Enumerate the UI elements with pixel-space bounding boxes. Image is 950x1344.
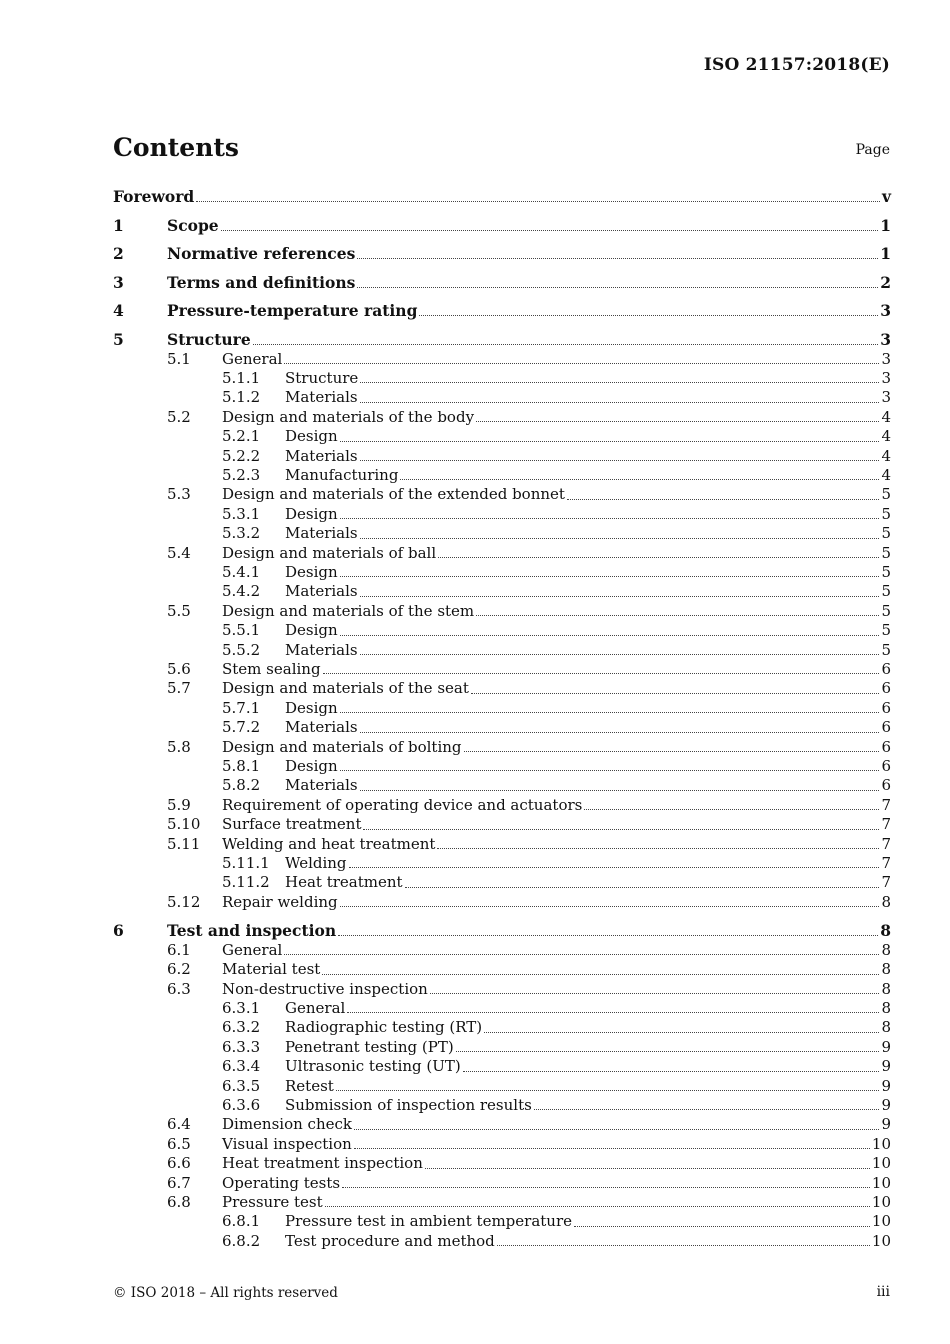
toc-entry-page: 8: [881, 979, 891, 998]
copyright-notice: © ISO 2018 – All rights reserved: [113, 1285, 338, 1301]
toc-entry-page: 3: [881, 349, 891, 368]
toc-entry-page: 10: [871, 1193, 891, 1212]
toc-entry-number: 5.8.1: [222, 757, 261, 776]
toc-entry-page: 8: [880, 920, 891, 940]
toc-entry[interactable]: [113, 582, 891, 601]
toc-entry[interactable]: [113, 388, 891, 407]
contents-title: Contents: [113, 133, 240, 162]
toc-entry-title: Materials: [285, 640, 358, 659]
toc-entry-number: 6.1: [167, 940, 191, 959]
toc-entry[interactable]: [113, 621, 891, 640]
toc-entry[interactable]: [113, 427, 891, 446]
toc-entry-page: 3: [881, 368, 891, 387]
dot-leader: [221, 229, 879, 231]
dot-leader: [357, 257, 878, 259]
toc-entry[interactable]: [113, 641, 891, 660]
toc-entry-title: General: [285, 999, 346, 1017]
toc-entry-page: 10: [871, 1134, 891, 1153]
toc-entry[interactable]: [113, 980, 891, 999]
toc-entry-title: Radiographic testing (RT): [285, 1018, 483, 1037]
toc-entry-number: 5.4: [167, 543, 191, 562]
toc-entry-title: Heat treatment inspection: [222, 1154, 423, 1173]
dot-leader: [360, 731, 880, 733]
toc-entry-number: 5.6: [167, 660, 191, 678]
toc-entry-title: General: [222, 940, 283, 959]
toc-entry-page: 6: [881, 698, 891, 717]
toc-entry-number: 5.8: [167, 737, 191, 756]
toc-entry[interactable]: [113, 1018, 891, 1037]
toc-entry-number: 5.2.3: [222, 465, 261, 484]
toc-entry-title: Penetrant testing (PT): [285, 1037, 454, 1056]
toc-entry[interactable]: [113, 329, 891, 350]
toc-entry-page: 8: [881, 892, 891, 911]
toc-entry-title: Design and materials of bolting: [222, 737, 462, 756]
toc-entry[interactable]: [113, 718, 891, 737]
toc-entry[interactable]: [113, 505, 891, 524]
toc-entry-title: Materials: [285, 524, 358, 543]
document-id: ISO 21157:2018(E): [703, 55, 890, 75]
toc-entry-title: Design: [285, 757, 338, 776]
toc-entry-number: 5.11.1: [222, 854, 270, 873]
toc-entry-page: 7: [881, 854, 891, 873]
toc-entry[interactable]: [113, 186, 891, 207]
toc-entry-title: Heat treatment: [285, 873, 403, 892]
toc-entry-number: 6.3.3: [222, 1037, 261, 1056]
toc-entry-title: Requirement of operating device and actuators: [222, 795, 583, 814]
table-of-contents: [113, 186, 891, 1251]
dot-leader: [354, 1128, 879, 1130]
toc-entry-page: 4: [881, 407, 891, 426]
toc-entry[interactable]: [113, 563, 891, 582]
toc-entry[interactable]: [113, 679, 891, 698]
toc-entry-number: 5.11.2: [222, 873, 270, 892]
toc-entry-number: 5.10: [167, 815, 201, 834]
toc-entry-number: 5.3.1: [222, 504, 261, 523]
dot-leader: [476, 420, 879, 422]
toc-entry[interactable]: [113, 485, 891, 504]
toc-entry[interactable]: [113, 272, 891, 293]
dot-leader: [567, 498, 880, 500]
page-number: iii: [876, 1284, 890, 1300]
toc-entry-number: 2: [113, 244, 124, 263]
dot-leader: [405, 886, 880, 888]
toc-entry[interactable]: [113, 796, 891, 815]
toc-entry[interactable]: [113, 215, 891, 236]
toc-entry-number: 5.11: [167, 834, 201, 853]
toc-entry-page: 3: [880, 329, 891, 349]
toc-entry-title: Submission of inspection results: [285, 1096, 532, 1115]
dot-leader: [253, 343, 879, 345]
toc-entry-title: Non-destructive inspection: [222, 979, 428, 998]
toc-entry-title: Design: [285, 562, 338, 581]
dot-leader: [574, 1225, 870, 1227]
dot-leader: [360, 401, 880, 403]
toc-entry-number: 5.2: [167, 407, 191, 426]
toc-entry-number: 5.1.1: [222, 368, 261, 387]
toc-entry-title: Scope: [167, 215, 219, 235]
toc-entry[interactable]: [113, 447, 891, 466]
toc-entry-page: 7: [881, 834, 891, 853]
dot-leader: [584, 808, 879, 810]
toc-entry-title: Design and materials of the stem: [222, 601, 475, 620]
dot-leader: [322, 973, 879, 975]
toc-entry[interactable]: [113, 699, 891, 718]
dot-leader: [340, 440, 880, 442]
toc-entry-number: 5.4.1: [222, 562, 261, 581]
toc-entry[interactable]: [113, 776, 891, 795]
toc-entry-number: 5.5.1: [222, 621, 261, 640]
dot-leader: [484, 1031, 879, 1033]
toc-entry[interactable]: [113, 1057, 891, 1076]
toc-entry-page: 5: [881, 524, 891, 543]
toc-entry-title: Pressure test: [222, 1193, 323, 1212]
toc-entry-number: 5.7: [167, 679, 191, 698]
toc-entry-number: 6.5: [167, 1134, 191, 1153]
dot-leader: [349, 866, 880, 868]
toc-entry-title: Ultrasonic testing (UT): [285, 1057, 461, 1076]
dot-leader: [342, 1186, 870, 1188]
toc-entry-number: 5.7.2: [222, 718, 261, 737]
toc-entry[interactable]: [113, 999, 891, 1018]
dot-leader: [463, 1070, 880, 1072]
toc-entry-page: 5: [881, 504, 891, 523]
toc-entry-title: Pressure-temperature rating: [167, 301, 418, 320]
toc-entry-page: 7: [881, 873, 891, 892]
toc-entry-page: 8: [881, 960, 891, 979]
toc-entry[interactable]: [113, 1232, 891, 1251]
dot-leader: [340, 575, 880, 577]
toc-entry[interactable]: [113, 960, 891, 979]
toc-entry-page: 9: [881, 1096, 891, 1115]
toc-entry-page: 1: [880, 215, 891, 235]
toc-entry-number: 5.5.2: [222, 640, 261, 659]
toc-entry-number: 5.5: [167, 601, 191, 620]
toc-entry-title: Structure: [285, 368, 359, 387]
toc-entry-page: 5: [881, 543, 891, 562]
toc-entry-number: 5.9: [167, 795, 191, 814]
dot-leader: [419, 314, 878, 316]
toc-entry-title: General: [222, 349, 283, 368]
toc-entry-page: 4: [881, 465, 891, 484]
dot-leader: [325, 1205, 870, 1207]
toc-entry[interactable]: [113, 466, 891, 485]
toc-entry-title: Welding: [285, 854, 347, 873]
toc-entry[interactable]: [113, 300, 891, 321]
toc-entry-page: 5: [881, 601, 891, 620]
toc-entry-number: 6.3: [167, 979, 191, 998]
toc-entry-page: 6: [881, 757, 891, 776]
dot-leader: [338, 934, 878, 936]
toc-entry-number: 6.3.2: [222, 1018, 261, 1037]
toc-entry-page: 8: [881, 940, 891, 959]
dot-leader: [357, 286, 878, 288]
toc-entry[interactable]: [113, 1038, 891, 1057]
toc-entry-title: Materials: [285, 388, 358, 407]
toc-entry-title: Design: [285, 504, 338, 523]
toc-entry-number: 5.3.2: [222, 524, 261, 543]
toc-entry-number: 6.2: [167, 960, 191, 979]
dot-leader: [360, 537, 880, 539]
dot-leader: [471, 692, 880, 694]
toc-entry-page: 5: [881, 562, 891, 581]
toc-entry-title: Materials: [285, 718, 358, 737]
toc-entry-title: Foreword: [113, 187, 195, 206]
dot-leader: [340, 711, 880, 713]
toc-entry-page: 5: [881, 640, 891, 659]
dot-leader: [284, 953, 879, 955]
toc-entry[interactable]: [113, 660, 891, 679]
toc-entry-number: 4: [113, 301, 124, 320]
dot-leader: [340, 905, 880, 907]
toc-entry[interactable]: [113, 941, 891, 960]
toc-entry[interactable]: [113, 1096, 891, 1115]
toc-entry[interactable]: [113, 738, 891, 757]
toc-entry-page: 5: [881, 582, 891, 601]
toc-entry-page: 10: [871, 1231, 891, 1250]
toc-entry-title: Retest: [285, 1076, 334, 1095]
toc-entry-page: 1: [880, 244, 891, 263]
toc-entry-number: 6.3.1: [222, 999, 261, 1017]
toc-entry[interactable]: [113, 524, 891, 543]
toc-entry-title: Design: [285, 427, 338, 446]
toc-entry[interactable]: [113, 1212, 891, 1231]
dot-leader: [340, 517, 880, 519]
dot-leader: [497, 1244, 870, 1246]
toc-entry-page: 6: [881, 679, 891, 698]
toc-entry-number: 5: [113, 329, 124, 349]
toc-entry-page: 7: [881, 815, 891, 834]
toc-entry-page: 10: [871, 1173, 891, 1192]
toc-entry-page: 7: [881, 795, 891, 814]
toc-entry-number: 6.3.5: [222, 1076, 261, 1095]
dot-leader: [476, 614, 879, 616]
toc-entry-page: 8: [881, 1018, 891, 1037]
toc-entry[interactable]: [113, 1154, 891, 1173]
toc-entry-number: 5.7.1: [222, 698, 261, 717]
toc-entry-number: 6.8.2: [222, 1231, 261, 1250]
toc-entry[interactable]: [113, 1115, 891, 1134]
toc-entry[interactable]: [113, 893, 891, 912]
toc-entry-title: Materials: [285, 446, 358, 465]
toc-entry[interactable]: [113, 815, 891, 834]
toc-entry-number: 5.2.1: [222, 427, 261, 446]
toc-entry-title: Manufacturing: [285, 465, 399, 484]
toc-entry[interactable]: [113, 757, 891, 776]
dot-leader: [340, 634, 880, 636]
dot-leader: [360, 789, 880, 791]
dot-leader: [430, 992, 880, 994]
dot-leader: [284, 362, 879, 364]
toc-entry-title: Operating tests: [222, 1173, 341, 1192]
dot-leader: [196, 200, 880, 202]
toc-entry-title: Design and materials of the body: [222, 407, 475, 426]
toc-entry-number: 6.8.1: [222, 1212, 261, 1231]
toc-entry-page: 9: [881, 1115, 891, 1134]
toc-entry-title: Materials: [285, 776, 358, 795]
toc-entry-number: 5.1.2: [222, 388, 261, 407]
toc-entry-title: Test procedure and method: [285, 1231, 495, 1250]
dot-leader: [534, 1108, 880, 1110]
toc-entry-page: 5: [881, 621, 891, 640]
dot-leader: [456, 1050, 880, 1052]
toc-entry-number: 5.2.2: [222, 446, 261, 465]
dot-leader: [360, 653, 880, 655]
toc-entry-number: 3: [113, 272, 124, 292]
toc-entry-number: 6.8: [167, 1193, 191, 1212]
toc-entry-title: Design and materials of the seat: [222, 679, 469, 698]
toc-entry-title: Repair welding: [222, 892, 338, 911]
toc-entry-page: 5: [881, 485, 891, 504]
toc-entry-number: 5.8.2: [222, 776, 261, 795]
toc-entry-number: 6.7: [167, 1173, 191, 1192]
toc-entry-page: 3: [880, 301, 891, 320]
toc-entry-title: Pressure test in ambient temperature: [285, 1212, 572, 1231]
toc-entry-title: Structure: [167, 329, 251, 349]
toc-entry-number: 6.4: [167, 1115, 191, 1134]
toc-entry[interactable]: [113, 1174, 891, 1193]
dot-leader: [400, 478, 879, 480]
dot-leader: [360, 459, 880, 461]
toc-entry-number: 5.4.2: [222, 582, 261, 601]
toc-entry-title: Design: [285, 698, 338, 717]
toc-entry-number: 6.6: [167, 1154, 191, 1173]
toc-entry-page: 8: [881, 999, 891, 1017]
toc-entry-number: 5.3: [167, 485, 191, 504]
dot-leader: [438, 556, 879, 558]
toc-entry[interactable]: [113, 920, 891, 941]
toc-entry-page: 6: [881, 737, 891, 756]
toc-entry-title: Design and materials of ball: [222, 543, 437, 562]
toc-entry-page: v: [881, 187, 891, 206]
toc-entry[interactable]: [113, 243, 891, 264]
dot-leader: [360, 595, 880, 597]
toc-entry-number: 6.3.4: [222, 1057, 261, 1076]
toc-entry[interactable]: [113, 369, 891, 388]
toc-entry-page: 6: [881, 660, 891, 678]
toc-entry-title: Surface treatment: [222, 815, 362, 834]
toc-entry-page: 9: [881, 1037, 891, 1056]
toc-entry[interactable]: [113, 350, 891, 369]
toc-entry-page: 4: [881, 446, 891, 465]
toc-entry[interactable]: [113, 408, 891, 427]
toc-entry-title: Terms and definitions: [167, 272, 356, 292]
toc-entry[interactable]: [113, 1135, 891, 1154]
toc-entry-number: 5.1: [167, 349, 191, 368]
toc-entry-title: Stem sealing: [222, 660, 321, 678]
toc-entry[interactable]: [113, 835, 891, 854]
dot-leader: [354, 1147, 870, 1149]
toc-entry-page: 9: [881, 1076, 891, 1095]
toc-entry-page: 10: [871, 1154, 891, 1173]
toc-entry-page: 3: [881, 388, 891, 407]
page-column-label: Page: [855, 142, 890, 158]
toc-entry-number: 6: [113, 920, 124, 940]
toc-entry-title: Welding and heat treatment: [222, 834, 436, 853]
toc-entry-title: Test and inspection: [167, 920, 337, 940]
dot-leader: [336, 1089, 880, 1091]
toc-entry-page: 9: [881, 1057, 891, 1076]
toc-entry[interactable]: [113, 602, 891, 621]
toc-entry-title: Design: [285, 621, 338, 640]
toc-entry-title: Visual inspection: [222, 1134, 352, 1153]
toc-entry[interactable]: [113, 1193, 891, 1212]
toc-entry[interactable]: [113, 1077, 891, 1096]
dot-leader: [360, 381, 879, 383]
dot-leader: [363, 828, 879, 830]
dot-leader: [425, 1167, 870, 1169]
toc-entry-page: 2: [880, 272, 891, 292]
dot-leader: [340, 769, 880, 771]
dot-leader: [323, 672, 880, 674]
toc-entry-page: 6: [881, 776, 891, 795]
dot-leader: [347, 1011, 879, 1013]
toc-entry-number: 1: [113, 215, 124, 235]
toc-entry-number: 5.12: [167, 892, 201, 911]
toc-entry-title: Design and materials of the extended bonnet: [222, 485, 565, 504]
toc-entry-title: Material test: [222, 960, 321, 979]
toc-entry-number: 6.3.6: [222, 1096, 261, 1115]
toc-entry-page: 6: [881, 718, 891, 737]
toc-entry[interactable]: [113, 873, 891, 892]
toc-entry-page: 10: [871, 1212, 891, 1231]
toc-entry-page: 4: [881, 427, 891, 446]
toc-entry-title: Materials: [285, 582, 358, 601]
toc-entry-title: Dimension check: [222, 1115, 352, 1134]
toc-entry-title: Normative references: [167, 244, 356, 263]
dot-leader: [437, 847, 879, 849]
toc-entry[interactable]: [113, 854, 891, 873]
toc-entry[interactable]: [113, 544, 891, 563]
dot-leader: [464, 750, 880, 752]
